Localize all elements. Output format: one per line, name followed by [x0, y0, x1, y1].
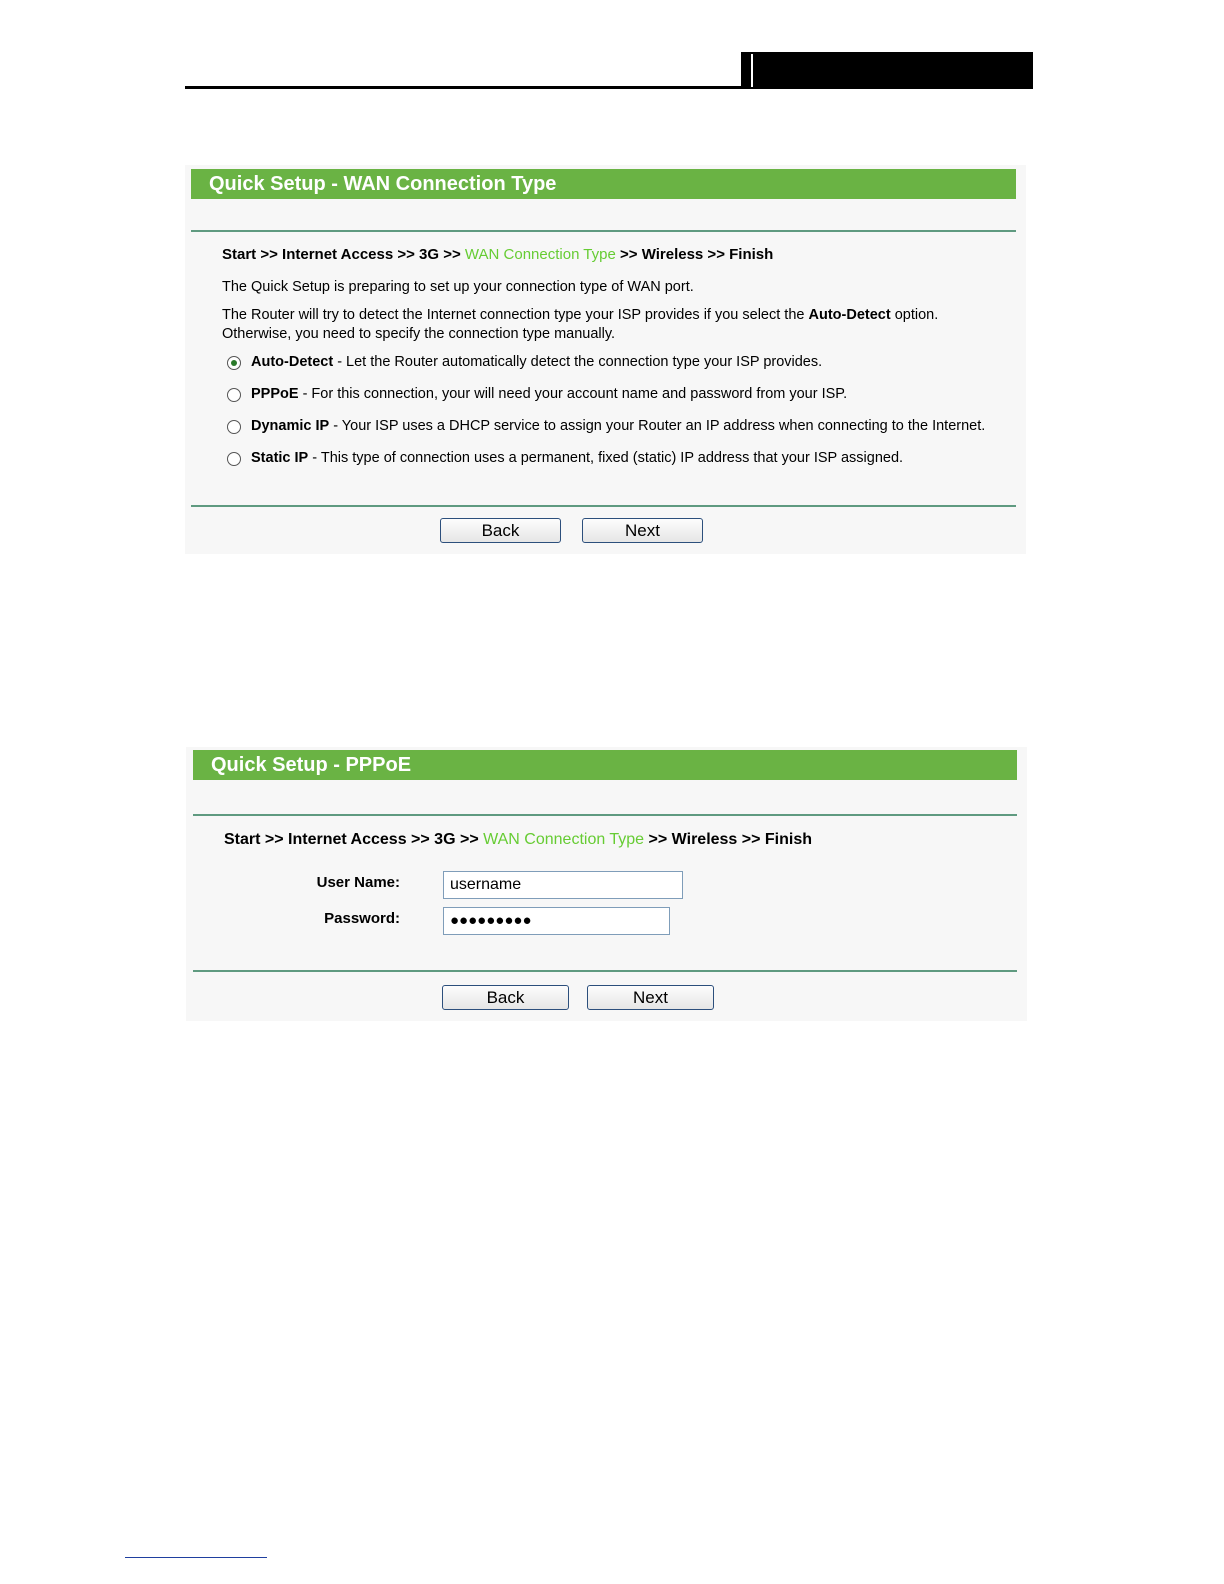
option-name: PPPoE: [251, 386, 299, 402]
username-input[interactable]: [443, 871, 683, 899]
breadcrumb: [224, 831, 812, 849]
divider: [193, 814, 1017, 816]
detect-bold: Auto-Detect: [808, 307, 891, 323]
breadcrumb: [222, 246, 773, 263]
radio-pppoe[interactable]: [227, 388, 241, 402]
intro-text: The Quick Setup is preparing to set up your connection type of WAN port.: [222, 279, 694, 295]
option-desc: - Your ISP uses a DHCP service to assign your Router an IP address when connecting to the Internet.: [329, 418, 986, 434]
detect-description: [222, 306, 938, 325]
option-label: [251, 384, 847, 404]
option-desc: - Let the Router automatically detect the connection type your ISP provides.: [333, 354, 823, 370]
breadcrumb-steps: Start >> Internet Access >> 3G >>: [224, 831, 484, 848]
password-input[interactable]: [443, 907, 670, 935]
option-desc: - This type of connection uses a permanent, fixed (static) IP address that your ISP assigned.: [308, 450, 904, 466]
breadcrumb-steps: Start >> Internet Access >> 3G >>: [222, 246, 465, 263]
detect-text-end: option.: [890, 307, 939, 323]
panel-title: Quick Setup - WAN Connection Type: [191, 169, 1016, 199]
radio-auto-detect[interactable]: [227, 356, 241, 370]
option-auto-detect[interactable]: [227, 352, 1027, 374]
back-button[interactable]: Back: [440, 518, 561, 543]
breadcrumb-current-step: WAN Connection Type: [464, 246, 616, 263]
radio-static-ip[interactable]: [227, 452, 241, 466]
password-label: Password:: [324, 910, 400, 927]
detect-text: The Router will try to detect the Internet connection type your ISP provides if you select the: [222, 307, 809, 323]
option-name: Dynamic IP: [251, 418, 330, 434]
option-name: Static IP: [251, 450, 309, 466]
breadcrumb-next-steps: >> Wireless >> Finish: [615, 246, 774, 263]
next-button[interactable]: Next: [582, 518, 703, 543]
option-pppoe[interactable]: [227, 384, 1027, 406]
footer-link-underline: [125, 1557, 267, 1558]
document-header-box: [741, 52, 1033, 89]
divider: [191, 505, 1016, 507]
radio-dynamic-ip[interactable]: [227, 420, 241, 434]
username-label: User Name:: [316, 874, 400, 891]
option-name: Auto-Detect: [251, 354, 334, 370]
breadcrumb-current-step: WAN Connection Type: [483, 831, 645, 848]
back-button[interactable]: Back: [442, 985, 569, 1010]
divider: [191, 230, 1016, 232]
divider: [193, 970, 1017, 972]
option-static-ip[interactable]: [227, 448, 1027, 470]
option-dynamic-ip[interactable]: [227, 416, 1027, 438]
option-label: [251, 448, 903, 468]
detect-description-2: Otherwise, you need to specify the connection type manually.: [222, 326, 616, 342]
panel-title: Quick Setup - PPPoE: [193, 750, 1017, 780]
next-button[interactable]: Next: [587, 985, 714, 1010]
option-label: [251, 352, 822, 372]
option-desc: - For this connection, your will need your account name and password from your ISP.: [298, 386, 848, 402]
password-dots: ●●●●●●●●●: [450, 912, 532, 929]
breadcrumb-next-steps: >> Wireless >> Finish: [644, 831, 813, 848]
option-label: [251, 416, 985, 436]
